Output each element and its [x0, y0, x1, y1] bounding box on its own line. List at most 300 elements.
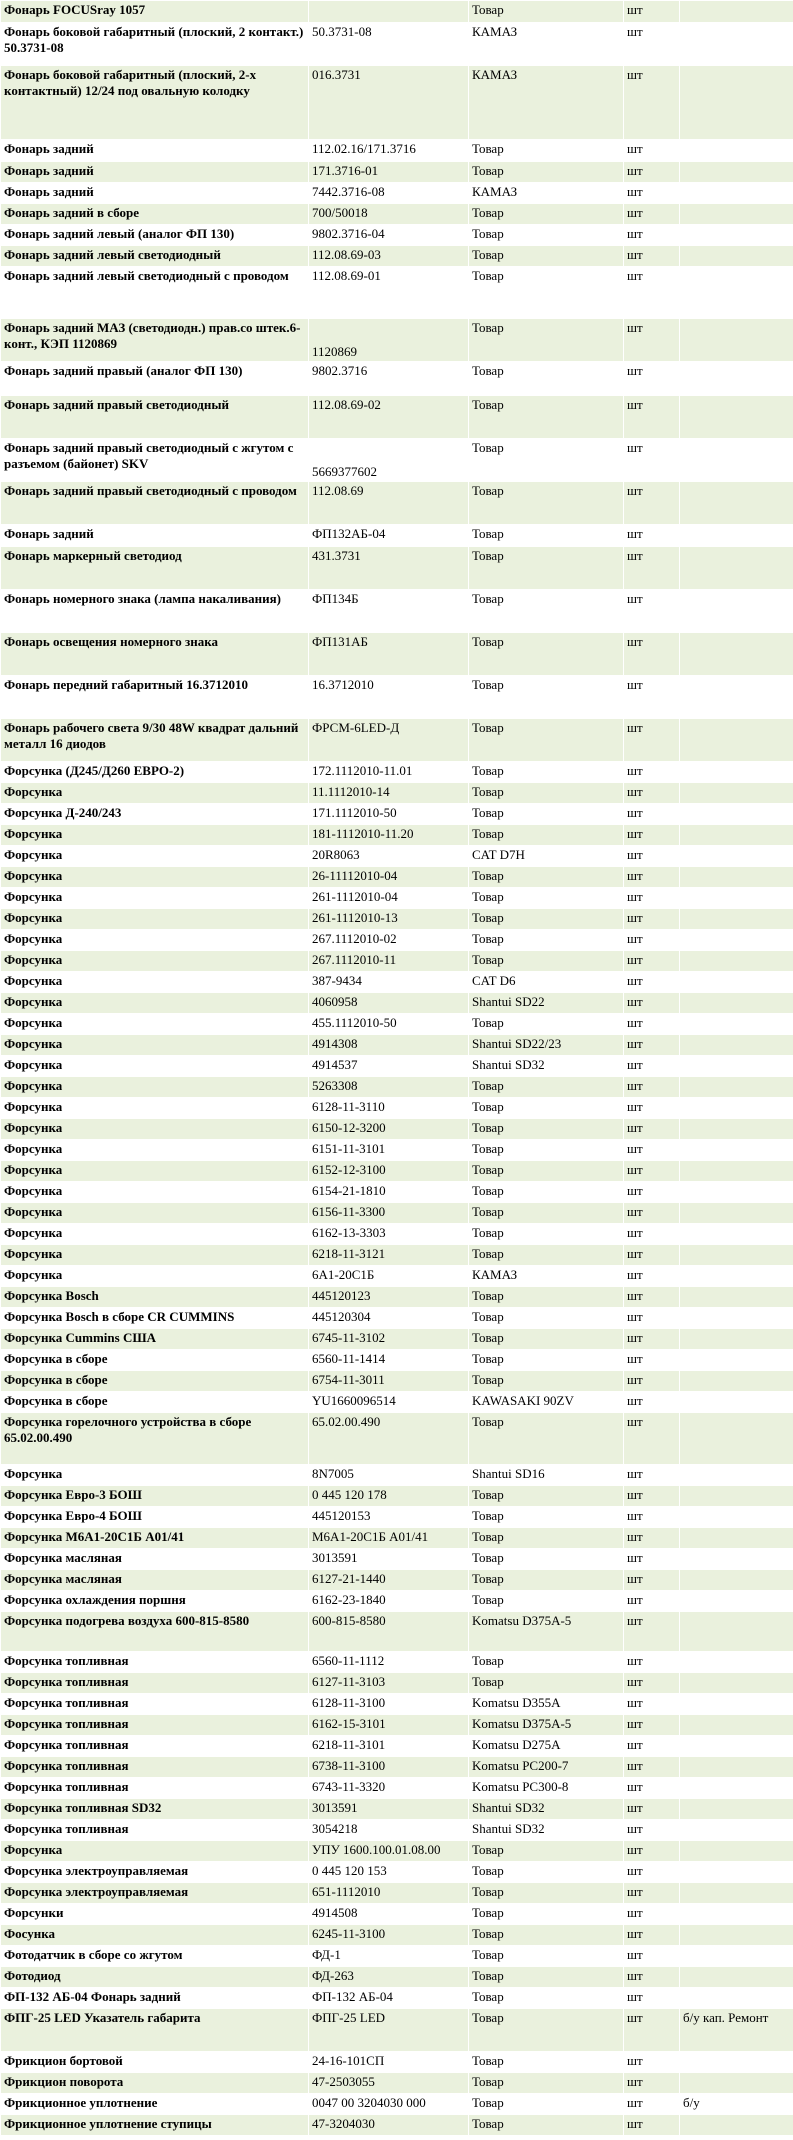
brand-cell: Товар	[469, 676, 624, 719]
brand-cell: Товар	[469, 1883, 624, 1904]
brand-cell: Товар	[469, 930, 624, 951]
note-cell	[680, 676, 793, 719]
brand-cell: Товар	[469, 1673, 624, 1694]
part-number-cell: 6151-11-3101	[309, 1140, 469, 1161]
table-row	[1, 1673, 793, 1694]
unit-cell: шт	[624, 909, 680, 930]
unit-cell: шт	[624, 2052, 680, 2073]
item-name-cell: Форсунка Bosch	[1, 1287, 309, 1308]
unit-cell: шт	[624, 1507, 680, 1528]
item-name-cell: Форсунка	[1, 888, 309, 909]
item-name-cell: Форсунка	[1, 1841, 309, 1862]
unit-cell: шт	[624, 1371, 680, 1392]
item-name-cell: Фонарь задний левый светодиодный	[1, 246, 309, 267]
note-cell	[680, 162, 793, 183]
table-row	[1, 1350, 793, 1371]
part-number-cell: ФРСМ-6LED-Д	[309, 719, 469, 762]
note-cell	[680, 1549, 793, 1570]
unit-cell: шт	[624, 1673, 680, 1694]
unit-cell: шт	[624, 1715, 680, 1736]
unit-cell: шт	[624, 1883, 680, 1904]
brand-cell: Товар	[469, 267, 624, 319]
note-cell	[680, 783, 793, 804]
table-row	[1, 204, 793, 225]
part-number-cell: 6218-11-3101	[309, 1736, 469, 1757]
unit-cell: шт	[624, 1549, 680, 1570]
brand-cell: Товар	[469, 2073, 624, 2094]
item-name-cell: Форсунка	[1, 1245, 309, 1266]
note-cell	[680, 1035, 793, 1056]
brand-cell: Товар	[469, 1161, 624, 1182]
unit-cell: шт	[624, 204, 680, 225]
unit-cell: шт	[624, 846, 680, 867]
brand-cell: Товар	[469, 396, 624, 439]
table-row	[1, 1757, 793, 1778]
table-row	[1, 1, 793, 23]
unit-cell: шт	[624, 1308, 680, 1329]
unit-cell: шт	[624, 525, 680, 547]
note-cell: б/у	[680, 2094, 793, 2115]
item-name-cell: Форсунка	[1, 1140, 309, 1161]
brand-cell: Товар	[469, 590, 624, 633]
note-cell	[680, 525, 793, 547]
item-name-cell: Форсунка	[1, 1266, 309, 1287]
item-name-cell: Форсунка	[1, 1035, 309, 1056]
note-cell	[680, 1507, 793, 1528]
unit-cell: шт	[624, 2009, 680, 2052]
table-row	[1, 633, 793, 676]
table-row	[1, 1715, 793, 1736]
note-cell	[680, 1673, 793, 1694]
brand-cell: Товар	[469, 1014, 624, 1035]
note-cell	[680, 1799, 793, 1820]
table-row	[1, 1413, 793, 1465]
part-number-cell: 445120153	[309, 1507, 469, 1528]
note-cell	[680, 1224, 793, 1245]
brand-cell: Komatsu PC300-8	[469, 1778, 624, 1799]
brand-cell: CAT D6	[469, 972, 624, 993]
unit-cell: шт	[624, 1652, 680, 1673]
note-cell	[680, 633, 793, 676]
part-number-cell: 3054218	[309, 1820, 469, 1841]
unit-cell: шт	[624, 1266, 680, 1287]
note-cell	[680, 1392, 793, 1413]
unit-cell: шт	[624, 1612, 680, 1652]
brand-cell: КАМАЗ	[469, 23, 624, 66]
table-row	[1, 888, 793, 909]
note-cell	[680, 951, 793, 972]
brand-cell: Товар	[469, 1528, 624, 1549]
note-cell	[680, 547, 793, 590]
unit-cell: шт	[624, 1904, 680, 1925]
part-number-cell: 6127-21-1440	[309, 1570, 469, 1591]
brand-cell: Товар	[469, 2094, 624, 2115]
brand-cell: Товар	[469, 204, 624, 225]
note-cell	[680, 246, 793, 267]
unit-cell: шт	[624, 1757, 680, 1778]
item-name-cell: Форсунка	[1, 1224, 309, 1245]
unit-cell: шт	[624, 1, 680, 23]
table-body	[1, 1, 793, 2136]
brand-cell: Товар	[469, 1245, 624, 1266]
brand-cell: Shantui SD32	[469, 1056, 624, 1077]
item-name-cell: Форсунка	[1, 1161, 309, 1182]
table-row	[1, 930, 793, 951]
table-row	[1, 1077, 793, 1098]
part-number-cell: 0047 00 3204030 000	[309, 2094, 469, 2115]
brand-cell: Товар	[469, 162, 624, 183]
part-number-cell: 0 445 120 178	[309, 1486, 469, 1507]
note-cell	[680, 1736, 793, 1757]
item-name-cell: Фонарь задний	[1, 162, 309, 183]
part-number-cell: 700/50018	[309, 204, 469, 225]
table-row	[1, 1465, 793, 1486]
part-number-cell: 6245-11-3100	[309, 1925, 469, 1946]
brand-cell: Товар	[469, 867, 624, 888]
unit-cell: шт	[624, 362, 680, 396]
note-cell	[680, 2073, 793, 2094]
brand-cell: Товар	[469, 547, 624, 590]
item-name-cell: Фонарь FOCUSray 1057	[1, 1, 309, 23]
part-number-cell: 3013591	[309, 1549, 469, 1570]
note-cell	[680, 1591, 793, 1612]
table-row	[1, 1967, 793, 1988]
unit-cell: шт	[624, 1056, 680, 1077]
brand-cell: Товар	[469, 1862, 624, 1883]
item-name-cell: Форсунка горелочного устройства в сборе 65.02.00.490	[1, 1413, 309, 1465]
part-number-cell: 26-11112010-04	[309, 867, 469, 888]
unit-cell: шт	[624, 267, 680, 319]
unit-cell: шт	[624, 246, 680, 267]
unit-cell: шт	[624, 1778, 680, 1799]
unit-cell: шт	[624, 1077, 680, 1098]
part-number-cell: 6743-11-3320	[309, 1778, 469, 1799]
item-name-cell: Форсунка	[1, 1014, 309, 1035]
item-name-cell: Форсунка в сборе	[1, 1350, 309, 1371]
unit-cell: шт	[624, 1350, 680, 1371]
brand-cell: Товар	[469, 1904, 624, 1925]
unit-cell: шт	[624, 888, 680, 909]
item-name-cell: Форсунка топливная SD32	[1, 1799, 309, 1820]
item-name-cell: Форсунка	[1, 909, 309, 930]
note-cell	[680, 482, 793, 525]
table-row	[1, 1862, 793, 1883]
note-cell	[680, 1862, 793, 1883]
brand-cell: Товар	[469, 1224, 624, 1245]
unit-cell: шт	[624, 951, 680, 972]
brand-cell: Shantui SD16	[469, 1465, 624, 1486]
brand-cell: Товар	[469, 2009, 624, 2052]
note-cell	[680, 1, 793, 23]
part-number-cell: 267.1112010-02	[309, 930, 469, 951]
brand-cell: Shantui SD22/23	[469, 1035, 624, 1056]
brand-cell: Товар	[469, 719, 624, 762]
table-row	[1, 1161, 793, 1182]
brand-cell: Komatsu D375A-5	[469, 1715, 624, 1736]
brand-cell: Товар	[469, 2052, 624, 2073]
unit-cell: шт	[624, 1413, 680, 1465]
brand-cell: Товар	[469, 1946, 624, 1967]
table-row	[1, 482, 793, 525]
note-cell	[680, 867, 793, 888]
unit-cell: шт	[624, 762, 680, 783]
table-row	[1, 1308, 793, 1329]
item-name-cell: Фонарь задний правый (аналог ФП 130)	[1, 362, 309, 396]
note-cell	[680, 719, 793, 762]
part-number-cell: 11.1112010-14	[309, 783, 469, 804]
note-cell	[680, 1119, 793, 1140]
table-row	[1, 846, 793, 867]
item-name-cell: Форсунка	[1, 825, 309, 846]
table-row	[1, 162, 793, 183]
unit-cell: шт	[624, 676, 680, 719]
part-number-cell: 8N7005	[309, 1465, 469, 1486]
note-cell	[680, 590, 793, 633]
note-cell	[680, 204, 793, 225]
unit-cell: шт	[624, 804, 680, 825]
brand-cell: Товар	[469, 1549, 624, 1570]
table-row	[1, 783, 793, 804]
note-cell	[680, 972, 793, 993]
part-number-cell: 6152-12-3100	[309, 1161, 469, 1182]
table-row	[1, 2052, 793, 2073]
part-number-cell: ФД-1	[309, 1946, 469, 1967]
note-cell	[680, 225, 793, 246]
brand-cell: Товар	[469, 909, 624, 930]
table-row	[1, 1182, 793, 1203]
brand-cell: Товар	[469, 525, 624, 547]
unit-cell: шт	[624, 1925, 680, 1946]
note-cell	[680, 319, 793, 362]
item-name-cell: Фотодиод	[1, 1967, 309, 1988]
brand-cell: Товар	[469, 319, 624, 362]
unit-cell: шт	[624, 1528, 680, 1549]
brand-cell: Товар	[469, 888, 624, 909]
part-number-cell: 6162-13-3303	[309, 1224, 469, 1245]
part-number-cell: 6560-11-1414	[309, 1350, 469, 1371]
part-number-cell: ФД-263	[309, 1967, 469, 1988]
item-name-cell: Фонарь передний габаритный 16.3712010	[1, 676, 309, 719]
part-number-cell: 387-9434	[309, 972, 469, 993]
unit-cell: шт	[624, 1465, 680, 1486]
note-cell	[680, 804, 793, 825]
part-number-cell: 4914508	[309, 1904, 469, 1925]
item-name-cell: Форсунка топливная	[1, 1736, 309, 1757]
part-number-cell: 261-1112010-04	[309, 888, 469, 909]
brand-cell: КАМАЗ	[469, 1266, 624, 1287]
note-cell	[680, 1287, 793, 1308]
brand-cell: Товар	[469, 1591, 624, 1612]
part-number-cell: 4060958	[309, 993, 469, 1014]
note-cell	[680, 1266, 793, 1287]
item-name-cell: Фонарь освещения номерного знака	[1, 633, 309, 676]
item-name-cell: Фонарь задний МАЗ (светодиодн.) прав.со штек.6-конт., КЭП 1120869	[1, 319, 309, 362]
part-number-cell: 4914537	[309, 1056, 469, 1077]
item-name-cell: Фонарь задний правый светодиодный	[1, 396, 309, 439]
part-number-cell: 7442.3716-08	[309, 183, 469, 204]
unit-cell: шт	[624, 1820, 680, 1841]
brand-cell: Shantui SD22	[469, 993, 624, 1014]
note-cell	[680, 1245, 793, 1266]
brand-cell: Товар	[469, 140, 624, 162]
item-name-cell: Форсунка подогрева воздуха 600-815-8580	[1, 1612, 309, 1652]
part-number-cell: ФП-132 АБ-04	[309, 1988, 469, 2009]
item-name-cell: Фонарь маркерный светодиод	[1, 547, 309, 590]
note-cell	[680, 1757, 793, 1778]
part-number-cell: 0 445 120 153	[309, 1862, 469, 1883]
note-cell	[680, 1056, 793, 1077]
part-number-cell: 112.08.69-01	[309, 267, 469, 319]
item-name-cell: Фрикционное уплотнение ступицы	[1, 2115, 309, 2136]
unit-cell: шт	[624, 2073, 680, 2094]
item-name-cell: Форсунка Bosch в сборе CR CUMMINS	[1, 1308, 309, 1329]
part-number-cell: 6150-12-3200	[309, 1119, 469, 1140]
brand-cell: Товар	[469, 783, 624, 804]
brand-cell: Товар	[469, 762, 624, 783]
part-number-cell: 112.08.69-03	[309, 246, 469, 267]
item-name-cell: Форсунка Евро-3 БОШ	[1, 1486, 309, 1507]
note-cell	[680, 23, 793, 66]
unit-cell: шт	[624, 1245, 680, 1266]
part-number-cell: 6162-23-1840	[309, 1591, 469, 1612]
table-row	[1, 319, 793, 362]
unit-cell: шт	[624, 1140, 680, 1161]
brand-cell: CAT D7H	[469, 846, 624, 867]
part-number-cell: 261-1112010-13	[309, 909, 469, 930]
brand-cell: Товар	[469, 225, 624, 246]
item-name-cell: Форсунка	[1, 846, 309, 867]
table-row	[1, 1799, 793, 1820]
table-row	[1, 2073, 793, 2094]
part-number-cell: 6127-11-3103	[309, 1673, 469, 1694]
part-number-cell: 112.08.69	[309, 482, 469, 525]
table-row	[1, 246, 793, 267]
brand-cell: Товар	[469, 1652, 624, 1673]
item-name-cell: Форсунка	[1, 783, 309, 804]
part-number-cell: 1120869	[309, 319, 469, 362]
unit-cell: шт	[624, 719, 680, 762]
item-name-cell: Форсунка	[1, 972, 309, 993]
part-number-cell: 6128-11-3110	[309, 1098, 469, 1119]
note-cell	[680, 762, 793, 783]
item-name-cell: Форсунка	[1, 930, 309, 951]
unit-cell: шт	[624, 590, 680, 633]
item-name-cell: Форсунка	[1, 1077, 309, 1098]
brand-cell: Товар	[469, 1486, 624, 1507]
table-row	[1, 867, 793, 888]
table-row	[1, 140, 793, 162]
brand-cell: Товар	[469, 1371, 624, 1392]
part-number-cell: 16.3712010	[309, 676, 469, 719]
unit-cell: шт	[624, 319, 680, 362]
part-number-cell: 172.1112010-11.01	[309, 762, 469, 783]
table-row	[1, 1245, 793, 1266]
unit-cell: шт	[624, 1486, 680, 1507]
item-name-cell: Форсунка	[1, 951, 309, 972]
part-number-cell: УПУ 1600.100.01.08.00	[309, 1841, 469, 1862]
table-row	[1, 1778, 793, 1799]
part-number-cell: 5263308	[309, 1077, 469, 1098]
part-number-cell: 6560-11-1112	[309, 1652, 469, 1673]
item-name-cell: Форсунка в сборе	[1, 1371, 309, 1392]
unit-cell: шт	[624, 783, 680, 804]
table-row	[1, 993, 793, 1014]
item-name-cell: Форсунка в сборе	[1, 1392, 309, 1413]
item-name-cell: Фотодатчик в сборе со жгутом	[1, 1946, 309, 1967]
note-cell	[680, 1946, 793, 1967]
table-row	[1, 972, 793, 993]
note-cell	[680, 909, 793, 930]
part-number-cell: 9802.3716-04	[309, 225, 469, 246]
unit-cell: шт	[624, 867, 680, 888]
item-name-cell: Фонарь номерного знака (лампа накаливания)	[1, 590, 309, 633]
table-row	[1, 1591, 793, 1612]
note-cell	[680, 396, 793, 439]
note-cell	[680, 1652, 793, 1673]
table-row	[1, 1570, 793, 1591]
table-row	[1, 2115, 793, 2136]
unit-cell: шт	[624, 993, 680, 1014]
item-name-cell: Форсунка	[1, 1182, 309, 1203]
unit-cell: шт	[624, 825, 680, 846]
table-row	[1, 909, 793, 930]
item-name-cell: Форсунка	[1, 867, 309, 888]
item-name-cell: Форсунка топливная	[1, 1715, 309, 1736]
table-row	[1, 66, 793, 140]
table-row	[1, 396, 793, 439]
brand-cell: Товар	[469, 482, 624, 525]
unit-cell: шт	[624, 66, 680, 140]
note-cell	[680, 1371, 793, 1392]
brand-cell: Товар	[469, 633, 624, 676]
note-cell	[680, 993, 793, 1014]
note-cell	[680, 362, 793, 396]
table-row	[1, 183, 793, 204]
note-cell	[680, 1413, 793, 1465]
note-cell	[680, 1161, 793, 1182]
table-row	[1, 525, 793, 547]
table-row	[1, 1612, 793, 1652]
part-number-cell: 651-1112010	[309, 1883, 469, 1904]
note-cell	[680, 1694, 793, 1715]
brand-cell: Товар	[469, 362, 624, 396]
unit-cell: шт	[624, 140, 680, 162]
brand-cell: Товар	[469, 804, 624, 825]
unit-cell: шт	[624, 1035, 680, 1056]
item-name-cell: Форсунка Д-240/243	[1, 804, 309, 825]
brand-cell: Товар	[469, 1077, 624, 1098]
brand-cell: Товар	[469, 1140, 624, 1161]
brand-cell: Товар	[469, 1841, 624, 1862]
part-number-cell: 600-815-8580	[309, 1612, 469, 1652]
part-number-cell: ФП131АБ	[309, 633, 469, 676]
note-cell	[680, 1014, 793, 1035]
item-name-cell: Фонарь задний	[1, 525, 309, 547]
brand-cell: Товар	[469, 1570, 624, 1591]
unit-cell: шт	[624, 2115, 680, 2136]
note-cell	[680, 1329, 793, 1350]
table-row	[1, 762, 793, 783]
table-row	[1, 1329, 793, 1350]
item-name-cell: Фонарь боковой габаритный (плоский, 2-х контактный) 12/24 под овальную колодку	[1, 66, 309, 140]
table-row	[1, 1549, 793, 1570]
note-cell	[680, 1820, 793, 1841]
unit-cell: шт	[624, 1967, 680, 1988]
item-name-cell: Фонарь рабочего света 9/30 48W квадрат дальний металл 16 диодов	[1, 719, 309, 762]
item-name-cell: Фонарь задний левый светодиодный с проводом	[1, 267, 309, 319]
note-cell	[680, 1612, 793, 1652]
part-number-cell: 455.1112010-50	[309, 1014, 469, 1035]
